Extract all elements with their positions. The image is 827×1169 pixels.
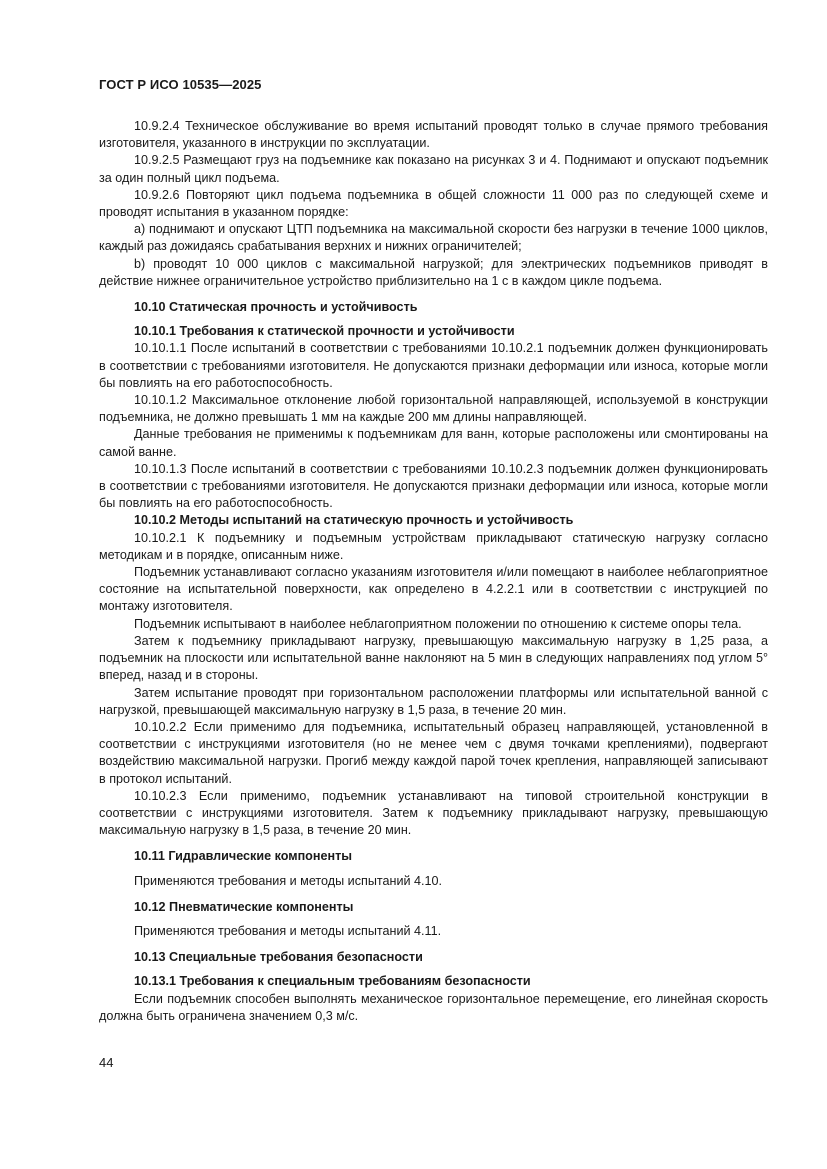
paragraph-10-13-1: Если подъемник способен выполнять механическое горизонтальное перемещение, его линейная скорость должна быть ограничена значением 0,3 м/с. <box>99 991 768 1023</box>
paragraph-10-10-1-3: 10.10.1.3 После испытаний в соответствии с требованиями 10.10.2.3 подъемник должен функционировать в соответствии с требованиями изготовителя. Не допускаются признаки деформации или износа, которые могли бы повлиять на его работоспособность. <box>99 461 768 511</box>
paragraph-10-10-2-1: 10.10.2.1 К подъемнику и подъемным устройствам прикладывают статическую нагрузку согласно методикам и в порядке, описанным ниже. <box>99 530 768 562</box>
section-heading-10-11: 10.11 Гидравлические компоненты <box>134 849 353 864</box>
subsection-heading-10-10-2: 10.10.2 Методы испытаний на статическую прочность и устойчивость <box>134 513 574 528</box>
paragraph-10-9-2-5: 10.9.2.5 Размещают груз на подъемнике как показано на рисунках 3 и 4. Поднимают и опускают подъемник за один полный цикл подъема. <box>99 153 768 185</box>
page-number: 44 <box>99 1055 114 1070</box>
paragraph-10-10-2-2: 10.10.2.2 Если применимо для подъемника, испытательный образец направляющей, установленной в соответствии с инструкциями изготовителя (но не менее чем с двумя точками креплениями), подвергают воздействию максимальной нагрузки. Прогиб между каждой парой точек крепления, направляющей записывают в протокол испытаний. <box>99 719 768 786</box>
paragraph-10-9-2-6: 10.9.2.6 Повторяют цикл подъема подъемника в общей сложности 11 000 раз по следующей схеме и проводят испытания в указанном порядке: <box>99 187 768 220</box>
paragraph-10-11: Применяются требования и методы испытаний 4.10. <box>134 873 443 888</box>
paragraph-10-10-1-2: 10.10.1.2 Максимальное отклонение любой горизонтальной направляющей, используемой в конструкции подъемника, не должно превышать 1 мм на каждые 200 мм длины направляющей. <box>99 393 768 425</box>
paragraph-10-10-1-1: 10.10.1.1 После испытаний в соответствии с требованиями 10.10.2.1 подъемник должен функционировать в соответствии с требованиями изготовителя. Не допускаются признаки деформации или износа, которые могли бы повлиять на его работоспособность. <box>99 341 768 390</box>
paragraph-10-10-2-1-install: Подъемник устанавливают согласно указаниям изготовителя и/или помещают в наиболее неблагоприятное состояние на испытательной поверхности, как определено в 4.2.2.1 или в соответствии с инструкцией по монтажу изготовителя. <box>99 565 768 614</box>
document-body <box>99 118 768 1025</box>
subsection-heading-10-13-1: 10.13.1 Требования к специальным требованиям безопасности <box>134 974 531 989</box>
paragraph-10-10-2-1-horizontal: Затем испытание проводят при горизонтальном расположении платформы или испытательной ванной с нагрузкой, превышающей максимальную нагрузку в 1,5 раза, в течение 20 мин. <box>99 685 768 717</box>
subsection-heading-10-10-1: 10.10.1 Требования к статической прочности и устойчивости <box>134 324 515 339</box>
section-heading-10-10: 10.10 Статическая прочность и устойчивость <box>134 300 418 315</box>
section-heading-10-12: 10.12 Пневматические компоненты <box>134 899 354 914</box>
list-item-a: a) поднимают и опускают ЦТП подъемника на максимальной скорости без нагрузки в течение 1000 циклов, каждый раз дожидаясь срабатывания верхних и нижних ограничителей; <box>99 222 768 254</box>
paragraph-10-9-2-4: 10.9.2.4 Техническое обслуживание во время испытаний проводят только в случае прямого требования изготовителя, указанного в инструкции по эксплуатации. <box>99 119 768 151</box>
paragraph-10-10-2-3: 10.10.2.3 Если применимо, подъемник устанавливают на типовой строительной конструкции в соответствии с инструкциями изготовителя. Затем к подъемнику прикладывают нагрузку, превышающую максимальную нагрузку в 1,5 раза, в течение 20 мин. <box>99 788 768 838</box>
list-item-b: b) проводят 10 000 циклов с максимальной нагрузкой; для электрических подъемников приводят в действие нижнее ограничительное устройство приблизительно на 1 с в каждом цикле подъема. <box>99 256 768 288</box>
section-heading-10-13: 10.13 Специальные требования безопасности <box>134 950 423 965</box>
paragraph-10-10-2-1-tilt: Затем к подъемнику прикладывают нагрузку, превышающую максимальную нагрузку в 1,25 раза, а подъемник на плоскости или испытательной ванне наклоняют на 5 мин в следующих направлениях под углом 5° вперед, назад и в стороны. <box>99 633 768 683</box>
paragraph-10-10-1-2-note: Данные требования не применимы к подъемникам для ванн, которые расположены или смонтированы на самой ванне. <box>99 427 768 459</box>
standard-header: ГОСТ Р ИСО 10535—2025 <box>99 77 262 92</box>
paragraph-10-12: Применяются требования и методы испытаний 4.11. <box>134 923 442 938</box>
paragraph-10-10-2-1-position: Подъемник испытывают в наиболее неблагоприятном положении по отношению к системе опоры тела. <box>134 616 742 631</box>
